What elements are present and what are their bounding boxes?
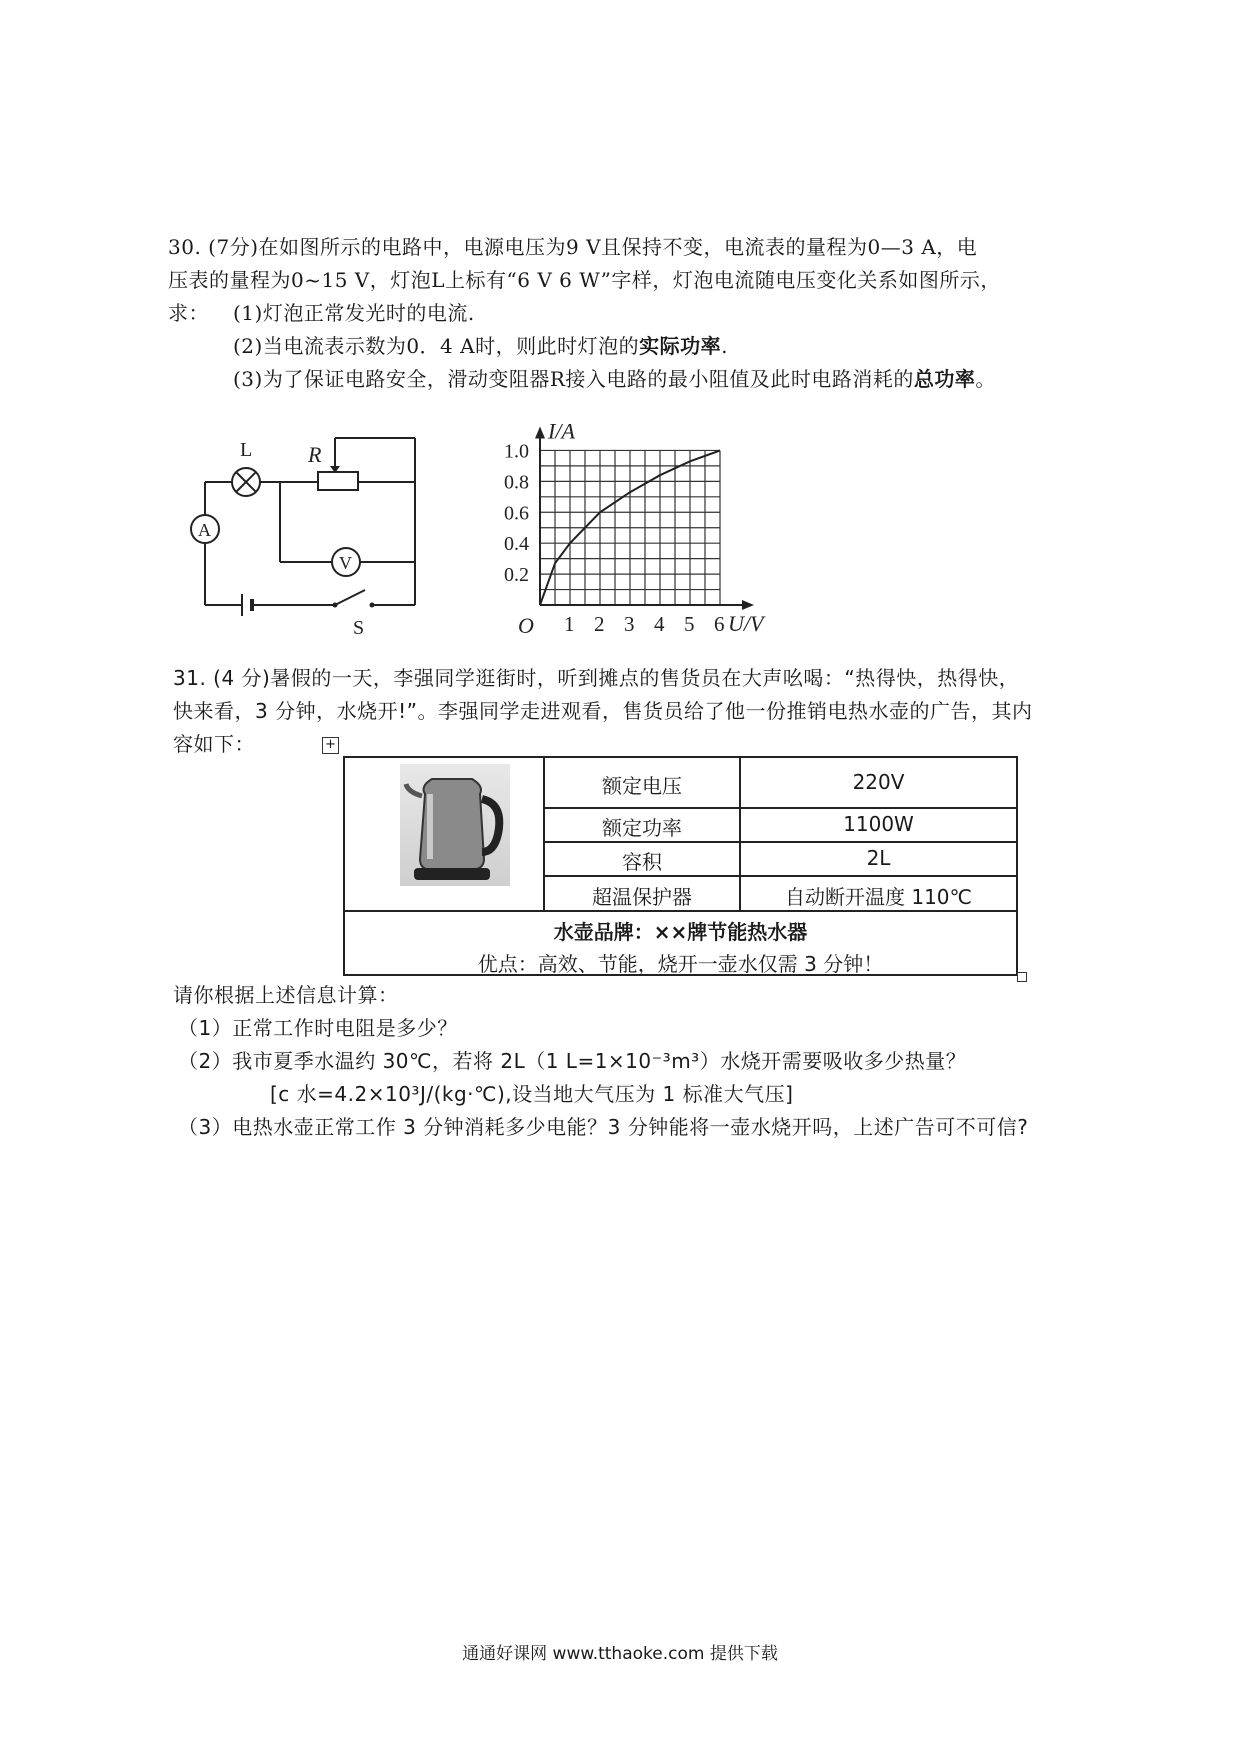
- kettle-photo-icon: [400, 764, 510, 886]
- q31-sub2: （2）我市夏季水温约 30℃，若将 2L（1 L=1×10⁻³m³）水烧开需要吸收多少热量？: [178, 1049, 967, 1073]
- row-label-voltage: 额定电压: [602, 774, 682, 798]
- brand-line: 水壶品牌：××牌节能热水器: [553, 920, 808, 944]
- q30-line1: 30. (7分)在如图所示的电路中，电源电压为9 V且保持不变，电流表的量程为0—3 A，电: [168, 235, 978, 259]
- ad-table: [343, 756, 1018, 976]
- q30-sub3-end: 。: [975, 367, 996, 391]
- q31-sub3: （3）电热水壶正常工作 3 分钟消耗多少电能？3 分钟能将一壶水烧开吗，上述广告可不可信?: [178, 1115, 1029, 1139]
- q31-line1: 31. (4 分)暑假的一天，李强同学逛街时，听到摊点的售货员在大声吆喝：“热得快，热得快，: [173, 666, 1020, 690]
- q31-sub1: （1）正常工作时电阻是多少？: [178, 1016, 458, 1040]
- x-tick-label: 4: [654, 612, 665, 636]
- y-tick-label: 0.8: [504, 471, 529, 494]
- q30-sub3-text: (3)为了保证电路安全，滑动变阻器R接入电路的最小阻值及此时电路消耗的: [233, 367, 914, 391]
- x-axis-arrow: [742, 600, 754, 610]
- label-L: L: [240, 439, 253, 461]
- q30-line3-prefix: 求：: [168, 301, 209, 325]
- chart-origin-label: O: [518, 613, 534, 638]
- row-value-capacity: 2L: [866, 846, 891, 870]
- row-label-capacity: 容积: [622, 850, 662, 874]
- y-tick-label: 0.4: [504, 533, 529, 556]
- x-tick-label: 6: [714, 612, 725, 636]
- q31-prompt: 请你根据上述信息计算：: [173, 983, 399, 1007]
- y-axis-arrow: [535, 426, 545, 438]
- q30-sub2-bold: 实际功率: [639, 334, 722, 358]
- x-tick-label: 1: [564, 612, 575, 636]
- chart-ticks: [504, 440, 725, 636]
- table-move-handle-icon[interactable]: +: [322, 737, 339, 754]
- label-S: S: [353, 617, 365, 639]
- circuit-diagram: [180, 420, 440, 645]
- q31-line3: 容如下：: [173, 732, 255, 756]
- chart-grid: [540, 450, 720, 605]
- x-tick-label: 2: [594, 612, 605, 636]
- y-tick-label: 0.2: [504, 564, 529, 587]
- q31-sub2-note: [c 水=4.2×10³J/(kg·℃),设当地大气压为 1 标准大气压]: [270, 1082, 794, 1106]
- q30-sub1: (1)灯泡正常发光时的电流.: [233, 301, 475, 325]
- label-R: R: [308, 442, 322, 467]
- q30-sub3: [233, 365, 996, 393]
- chart-xlabel: U/V: [728, 611, 764, 636]
- page-footer: 通通好课网 www.tthaoke.com 提供下载: [462, 1644, 778, 1664]
- y-tick-label: 1.0: [504, 440, 529, 463]
- label-V: V: [339, 553, 352, 573]
- q30-sub2: [233, 332, 728, 360]
- x-tick-label: 5: [684, 612, 695, 636]
- row-value-power: 1100W: [843, 812, 914, 836]
- row-value-voltage: 220V: [852, 770, 905, 794]
- q30-sub3-bold: 总功率: [913, 367, 976, 391]
- q30-line2: 压表的量程为0~15 V，灯泡L上标有“6 V 6 W”字样，灯泡电流随电压变化关系如图所示，: [168, 268, 1001, 292]
- advantage-line: 优点：高效、节能，烧开一壶水仅需 3 分钟！: [477, 952, 884, 976]
- q30-sub2-end: .: [721, 334, 728, 358]
- row-value-protector: 自动断开温度 110℃: [785, 885, 972, 909]
- q30-sub2-text: (2)当电流表示数为0．4 A时，则此时灯泡的: [233, 334, 640, 358]
- x-tick-label: 3: [624, 612, 635, 636]
- q31-line2: 快来看，3 分钟，水烧开!”。李强同学走进观看，售货员给了他一份推销电热水壶的广告，其内: [173, 699, 1033, 723]
- label-A: A: [198, 520, 211, 540]
- y-tick-label: 0.6: [504, 502, 529, 525]
- chart-ylabel: I/A: [548, 418, 575, 444]
- row-label-protector: 超温保护器: [592, 885, 692, 909]
- table-resize-handle-icon[interactable]: [1017, 972, 1027, 982]
- iu-chart: [500, 405, 790, 645]
- row-label-power: 额定功率: [602, 816, 682, 840]
